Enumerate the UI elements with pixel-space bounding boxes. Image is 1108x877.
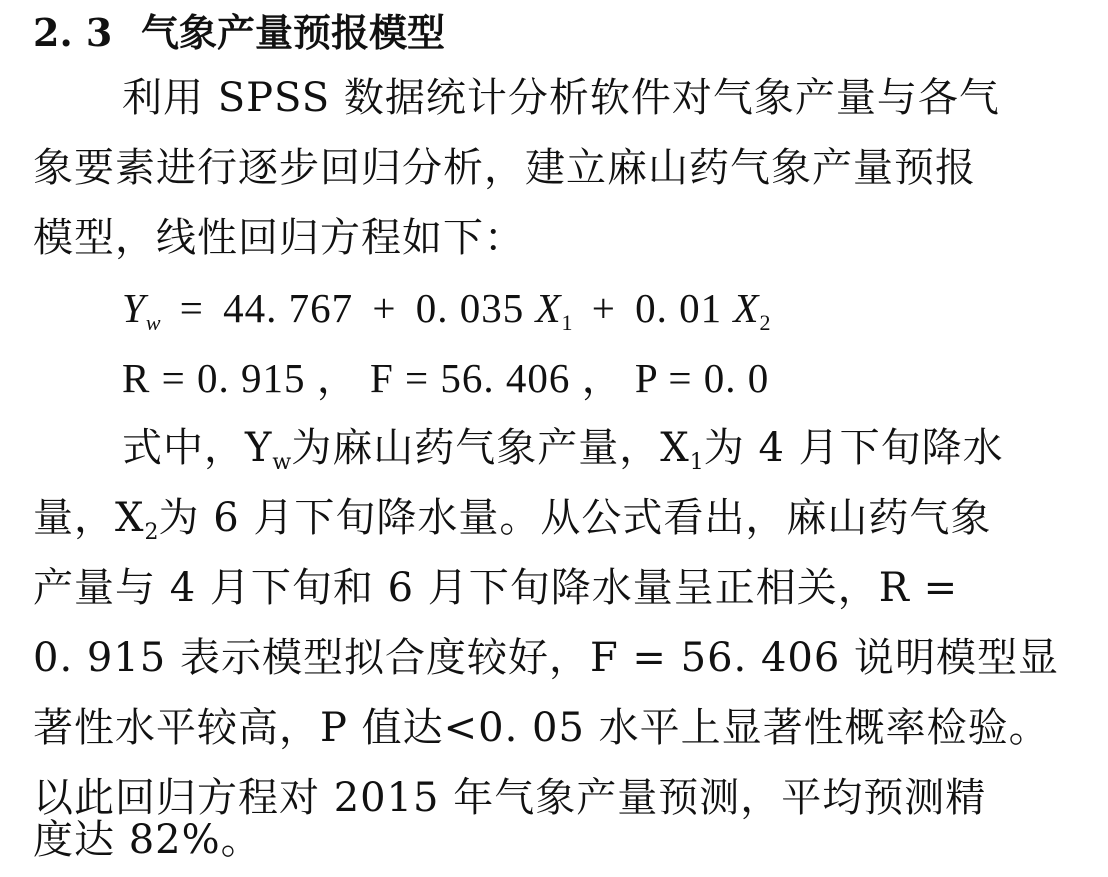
model-statistics: R = 0. 915 ， F = 56. 406 ， P = 0. 0	[122, 355, 770, 401]
equation-var-2-subscript: 2	[759, 310, 771, 335]
paragraph2-line4: 0. 915 表示模型拟合度较好，F = 56. 406 说明模型显	[33, 635, 1060, 681]
equation-equals: =	[179, 285, 204, 331]
subscript-2: 2	[144, 520, 159, 545]
equation-lhs: Y	[122, 285, 146, 331]
section-heading	[33, 5, 445, 61]
equation-constant: 44. 767	[223, 285, 354, 331]
paragraph2-line7: 度达 82%。	[33, 817, 262, 863]
paragraph2-line1-part-c: 为 4 月下旬降水	[703, 425, 1004, 471]
equation-var-1-subscript: 1	[561, 310, 573, 335]
subscript-1: 1	[689, 450, 704, 475]
paragraph2-line2-part-a: 量，X	[33, 495, 145, 541]
equation-coef-1: 0. 035	[415, 285, 525, 331]
paragraph2-line2-part-b: 为 6 月下旬降水量。从公式看出，麻山药气象	[158, 495, 992, 541]
section-title: 气象产量预报模型	[141, 10, 446, 55]
section-number: 2. 3	[33, 10, 113, 55]
paragraph2-line1	[122, 413, 1004, 483]
paragraph1-line2: 象要素进行逐步回归分析，建立麻山药气象产量预报	[33, 145, 976, 191]
paragraph2-line1-part-a: 式中，Y	[122, 425, 273, 471]
regression-equation	[122, 273, 770, 343]
paragraph2-line6: 以此回归方程对 2015 年气象产量预测，平均预测精	[33, 775, 987, 821]
paragraph2-line3: 产量与 4 月下旬和 6 月下旬降水量呈正相关，R =	[33, 565, 959, 611]
equation-coef-2: 0. 01	[635, 285, 723, 331]
paragraph2-line5: 著性水平较高，P 值达<0. 05 水平上显著性概率检验。	[33, 705, 1050, 751]
paragraph2-line2	[33, 483, 991, 553]
equation-lhs-subscript: w	[145, 310, 161, 335]
subscript-w: w	[272, 450, 292, 475]
paragraph2-line1-part-b: 为麻山药气象产量，X	[291, 425, 690, 471]
equation-var-1: X	[535, 285, 562, 331]
paragraph1-line1: 利用 SPSS 数据统计分析软件对气象产量与各气	[122, 75, 1000, 121]
paragraph1-line3: 模型，线性回归方程如下：	[33, 215, 525, 261]
equation-plus-2: +	[591, 285, 616, 331]
equation-var-2: X	[733, 285, 760, 331]
equation-plus-1: +	[372, 285, 397, 331]
